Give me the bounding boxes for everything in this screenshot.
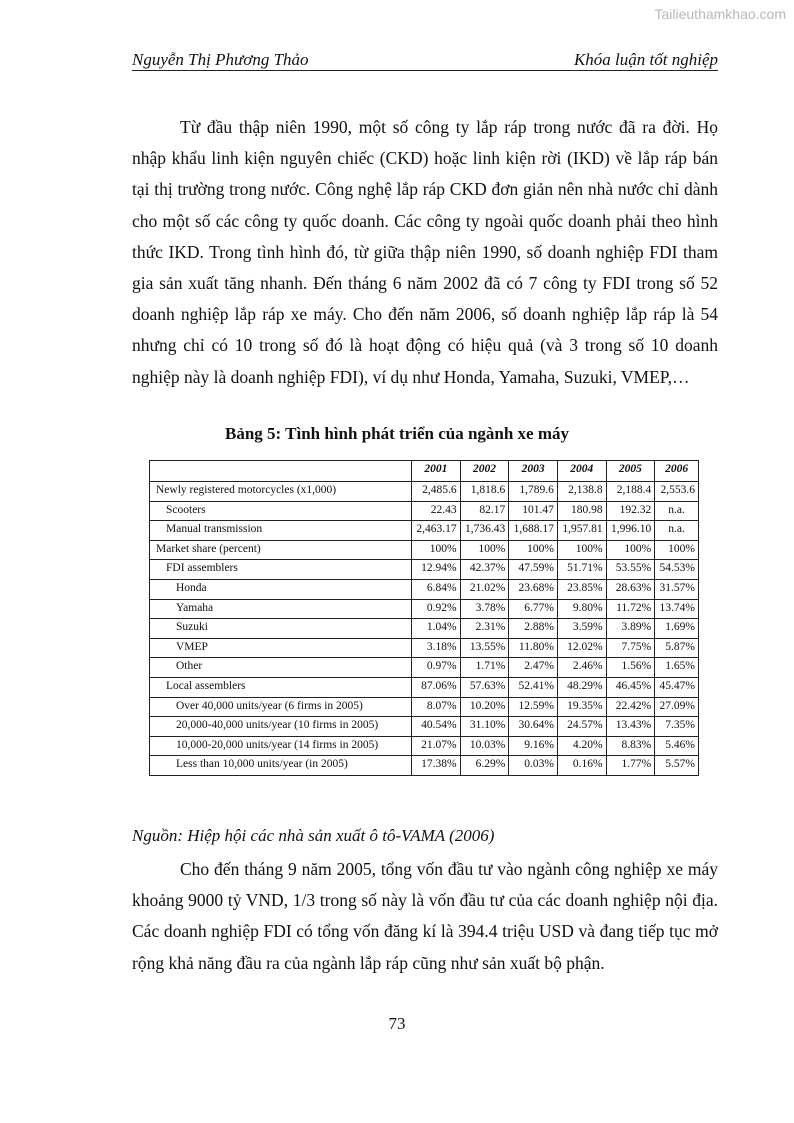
table-cell: 1.77% (606, 756, 655, 776)
table-row (150, 717, 699, 737)
table-row (150, 521, 699, 541)
table-cell: 0.97% (412, 658, 461, 678)
table-cell: 3.18% (412, 638, 461, 658)
table-cell: 5.57% (655, 756, 699, 776)
row-label: Market share (percent) (150, 540, 412, 560)
table-cell: 4.20% (557, 736, 606, 756)
table-cell: 0.03% (509, 756, 558, 776)
row-label: Other (150, 658, 412, 678)
table-row (150, 560, 699, 580)
table-cell: 10.03% (460, 736, 509, 756)
table-cell: 180.98 (557, 501, 606, 521)
table-cell: 23.68% (509, 579, 558, 599)
row-label: Less than 10,000 units/year (in 2005) (150, 756, 412, 776)
table-row (150, 756, 699, 776)
table-cell: 1.56% (606, 658, 655, 678)
table-row (150, 658, 699, 678)
table-row (150, 677, 699, 697)
table-cell: 2.46% (557, 658, 606, 678)
table-cell: 12.59% (509, 697, 558, 717)
page-number: 73 (388, 1014, 406, 1033)
table-cell: 6.77% (509, 599, 558, 619)
table-cell: 7.75% (606, 638, 655, 658)
table-cell: 2,138.8 (557, 482, 606, 502)
table-cell: 52.41% (509, 677, 558, 697)
table-cell: 13.74% (655, 599, 699, 619)
table-cell: 100% (412, 540, 461, 560)
column-header: 2001 (412, 461, 461, 482)
table-cell: 1,818.6 (460, 482, 509, 502)
table-cell: 51.71% (557, 560, 606, 580)
row-label: 20,000-40,000 units/year (10 firms in 2005) (150, 717, 412, 737)
table-cell: 22.43 (412, 501, 461, 521)
table-row (150, 501, 699, 521)
table-cell: 1.69% (655, 619, 699, 639)
table-cell: 22.42% (606, 697, 655, 717)
table-cell: 87.06% (412, 677, 461, 697)
table-cell: 40.54% (412, 717, 461, 737)
table-body (150, 482, 699, 776)
table-cell: 100% (655, 540, 699, 560)
table-row (150, 599, 699, 619)
table-cell: 19.35% (557, 697, 606, 717)
row-label: Local assemblers (150, 677, 412, 697)
header-doc-type: Khóa luận tốt nghiệp (573, 50, 718, 69)
table-cell: 3.59% (557, 619, 606, 639)
body-paragraph-2: Cho đến tháng 9 năm 2005, tổng vốn đầu tư vào ngành công nghiệp xe máy khoảng 9000 tỷ VND, 1/3 trong số này là vốn đầu tư của các doanh nghiệp nội địa. Các doanh nghiệp FDI có tổng vốn đăng kí là 394.4 triệu USD và đang tiếp tục mở rộng khả năng đầu ra của ngành lắp ráp cũng như sản xuất bộ phận. (132, 859, 718, 973)
table-cell: 3.89% (606, 619, 655, 639)
table-cell: 1,736.43 (460, 521, 509, 541)
table-corner-cell (150, 461, 412, 482)
table-cell: 48.29% (557, 677, 606, 697)
table-cell: 2.88% (509, 619, 558, 639)
table-cell: 9.16% (509, 736, 558, 756)
table-cell: 1.04% (412, 619, 461, 639)
table-cell: 100% (557, 540, 606, 560)
table-cell: 54.53% (655, 560, 699, 580)
table-row (150, 540, 699, 560)
table-cell: 7.35% (655, 717, 699, 737)
page-header (132, 48, 718, 71)
table-cell: 17.38% (412, 756, 461, 776)
table-cell: 100% (460, 540, 509, 560)
row-label: Newly registered motorcycles (x1,000) (150, 482, 412, 502)
table-cell: 21.07% (412, 736, 461, 756)
table-cell: 1.65% (655, 658, 699, 678)
table-row (150, 638, 699, 658)
row-label: Yamaha (150, 599, 412, 619)
body-paragraph-1: Từ đầu thập niên 1990, một số công ty lắp ráp trong nước đã ra đời. Họ nhập khẩu linh kiện nguyên chiếc (CKD) hoặc linh kiện rời (IKD) về lắp ráp bán tại thị trường trong nước. Công nghệ lắp ráp CKD đơn giản nên nhà nước chỉ dành cho một số các công ty quốc doanh. Các công ty ngoài quốc doanh phải theo hình thức IKD. Trong tình hình đó, từ giữa thập niên 1990, số doanh nghiệp FDI tham gia sản xuất tăng nhanh. Đến tháng 6 năm 2002 đã có 7 công ty FDI trong số 52 doanh nghiệp lắp ráp xe máy. Cho đến năm 2006, số doanh nghiệp lắp ráp là 54 nhưng chỉ có 10 trong số đó là hoạt động có hiệu quả (và 3 trong số 10 doanh nghiệp này là doanh nghiệp FDI), ví dụ như Honda, Yamaha, Suzuki, VMEP,… (132, 117, 718, 387)
table-cell: 13.43% (606, 717, 655, 737)
table-cell: 1,996.10 (606, 521, 655, 541)
table-cell: 2.47% (509, 658, 558, 678)
column-header: 2002 (460, 461, 509, 482)
table-cell: 13.55% (460, 638, 509, 658)
table-cell: 100% (606, 540, 655, 560)
table-row (150, 697, 699, 717)
row-label: Honda (150, 579, 412, 599)
column-header: 2005 (606, 461, 655, 482)
table-cell: 27.09% (655, 697, 699, 717)
table-cell: 21.02% (460, 579, 509, 599)
table-cell: 12.94% (412, 560, 461, 580)
table-cell: 0.16% (557, 756, 606, 776)
table-cell: 11.72% (606, 599, 655, 619)
table-cell: 30.64% (509, 717, 558, 737)
table-cell: 57.63% (460, 677, 509, 697)
table-cell: 31.57% (655, 579, 699, 599)
table-cell: 53.55% (606, 560, 655, 580)
table-caption: Bảng 5: Tình hình phát triển của ngành xe máy (224, 424, 570, 443)
column-header: 2003 (509, 461, 558, 482)
column-header: 2006 (655, 461, 699, 482)
table-cell: 2,485.6 (412, 482, 461, 502)
row-label: Suzuki (150, 619, 412, 639)
table-cell: 8.07% (412, 697, 461, 717)
table-cell: 1,957.81 (557, 521, 606, 541)
table-row (150, 579, 699, 599)
table-cell: n.a. (655, 521, 699, 541)
table-cell: 31.10% (460, 717, 509, 737)
table-cell: 9.80% (557, 599, 606, 619)
row-label: 10,000-20,000 units/year (14 firms in 2005) (150, 736, 412, 756)
table-cell: 2,188.4 (606, 482, 655, 502)
table-cell: 5.87% (655, 638, 699, 658)
data-table (149, 460, 699, 776)
table-cell: 1,789.6 (509, 482, 558, 502)
table-cell: 24.57% (557, 717, 606, 737)
table-cell: 2,553.6 (655, 482, 699, 502)
table-cell: 100% (509, 540, 558, 560)
table-cell: 101.47 (509, 501, 558, 521)
table-cell: 1.71% (460, 658, 509, 678)
row-label: FDI assemblers (150, 560, 412, 580)
watermark: Tailieuthamkhao.com (654, 6, 786, 22)
table-cell: 10.20% (460, 697, 509, 717)
table-cell: 11.80% (509, 638, 558, 658)
table-cell: 1,688.17 (509, 521, 558, 541)
row-label: Over 40,000 units/year (6 firms in 2005) (150, 697, 412, 717)
table-row (150, 482, 699, 502)
table-cell: 23.85% (557, 579, 606, 599)
column-header: 2004 (557, 461, 606, 482)
table-cell: 2,463.17 (412, 521, 461, 541)
table-cell: 8.83% (606, 736, 655, 756)
table-cell: 192.32 (606, 501, 655, 521)
table-cell: 0.92% (412, 599, 461, 619)
table-cell: 12.02% (557, 638, 606, 658)
table-cell: n.a. (655, 501, 699, 521)
table-cell: 46.45% (606, 677, 655, 697)
row-label: VMEP (150, 638, 412, 658)
table-cell: 5.46% (655, 736, 699, 756)
table-cell: 42.37% (460, 560, 509, 580)
table-cell: 6.29% (460, 756, 509, 776)
table-row (150, 619, 699, 639)
table-cell: 47.59% (509, 560, 558, 580)
table-header-row (150, 461, 699, 482)
row-label: Manual transmission (150, 521, 412, 541)
table-cell: 2.31% (460, 619, 509, 639)
table-source: Nguồn: Hiệp hội các nhà sản xuất ô tô-VAMA (2006) (132, 826, 495, 845)
table-cell: 6.84% (412, 579, 461, 599)
table-cell: 45.47% (655, 677, 699, 697)
table-cell: 82.17 (460, 501, 509, 521)
header-author: Nguyễn Thị Phương Thảo (132, 50, 309, 69)
table-row (150, 736, 699, 756)
row-label: Scooters (150, 501, 412, 521)
table-cell: 28.63% (606, 579, 655, 599)
table-cell: 3.78% (460, 599, 509, 619)
